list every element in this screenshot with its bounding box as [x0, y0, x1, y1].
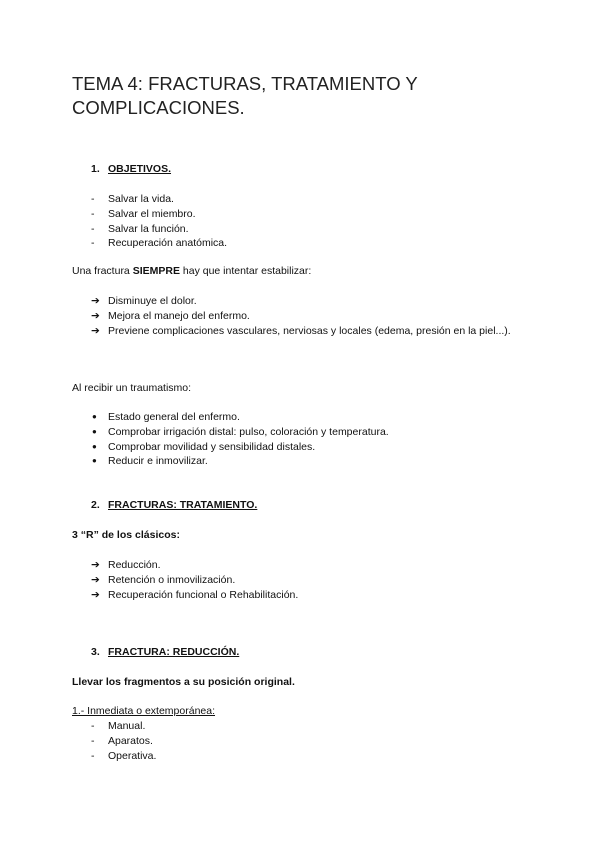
- arrow-icon: ➔: [91, 559, 100, 571]
- list-item: - Salvar la vida.: [91, 193, 174, 205]
- arrow-icon: ➔: [91, 295, 100, 307]
- section-3-heading: [91, 646, 239, 658]
- arrow-icon: ➔: [91, 573, 100, 586]
- section-title: OBJETIVOS.: [108, 163, 172, 175]
- list-item: ➔ Reducción.: [91, 559, 161, 571]
- section-title: FRACTURA: REDUCCIÓN.: [108, 646, 240, 658]
- trauma-list: [91, 410, 389, 469]
- objectives-list: [91, 192, 227, 251]
- list-item: ● Estado general del enfermo.: [92, 411, 240, 423]
- list-item: - Recuperación anatómica.: [91, 237, 228, 250]
- list-item: ➔ Disminuye el dolor.: [91, 295, 197, 307]
- arrow-icon: ➔: [91, 324, 100, 337]
- reduction-type-heading: 1.- Inmediata o extemporánea:: [72, 705, 216, 717]
- arrow-icon: ➔: [91, 309, 100, 322]
- list-item: ➔ Recuperación funcional o Rehabilitación.: [91, 588, 299, 601]
- section-title: FRACTURAS: TRATAMIENTO.: [108, 499, 258, 511]
- list-item: - Aparatos.: [91, 734, 153, 747]
- document-title: TEMA 4: FRACTURAS, TRATAMIENTO Y COMPLICACIONES.: [72, 73, 418, 118]
- list-item: ● Reducir e inmovilizar.: [92, 455, 208, 468]
- three-r-list: [91, 558, 298, 602]
- bullet-icon: ●: [92, 412, 97, 421]
- bullet-icon: ●: [92, 426, 97, 436]
- list-item: ● Comprobar movilidad y sensibilidad distales.: [92, 440, 316, 453]
- list-item: - Operativa.: [91, 749, 157, 762]
- trauma-intro: Al recibir un traumatismo:: [72, 382, 192, 394]
- bullet-icon: ●: [92, 456, 97, 466]
- list-item: ➔ Retención o inmovilización.: [91, 573, 236, 586]
- section-3-subheading: Llevar los fragmentos a su posición original.: [72, 676, 295, 688]
- reduction-methods-list: [91, 719, 156, 763]
- list-item: - Salvar el miembro.: [91, 207, 196, 220]
- section-1-heading: [91, 163, 171, 175]
- section-2-subheading: 3 “R” de los clásicos:: [72, 529, 180, 541]
- section-number: 2.: [91, 499, 100, 511]
- list-item: - Salvar la función.: [91, 222, 189, 235]
- list-item: ➔ Mejora el manejo del enfermo.: [91, 309, 250, 322]
- list-item: - Manual.: [91, 720, 146, 732]
- bullet-icon: ●: [92, 441, 97, 451]
- section-number: 1.: [91, 163, 100, 175]
- stabilize-statement: Una fractura SIEMPRE hay que intentar estabilizar:: [72, 265, 312, 277]
- list-item: ● Comprobar irrigación distal: pulso, coloración y temperatura.: [92, 425, 389, 438]
- reasons-list: [91, 294, 511, 338]
- section-number: 3.: [91, 646, 100, 658]
- section-2-heading: [91, 499, 257, 511]
- list-item: ➔ Previene complicaciones vasculares, nerviosas y locales (edema, presión en la piel...).: [91, 324, 511, 337]
- arrow-icon: ➔: [91, 588, 100, 601]
